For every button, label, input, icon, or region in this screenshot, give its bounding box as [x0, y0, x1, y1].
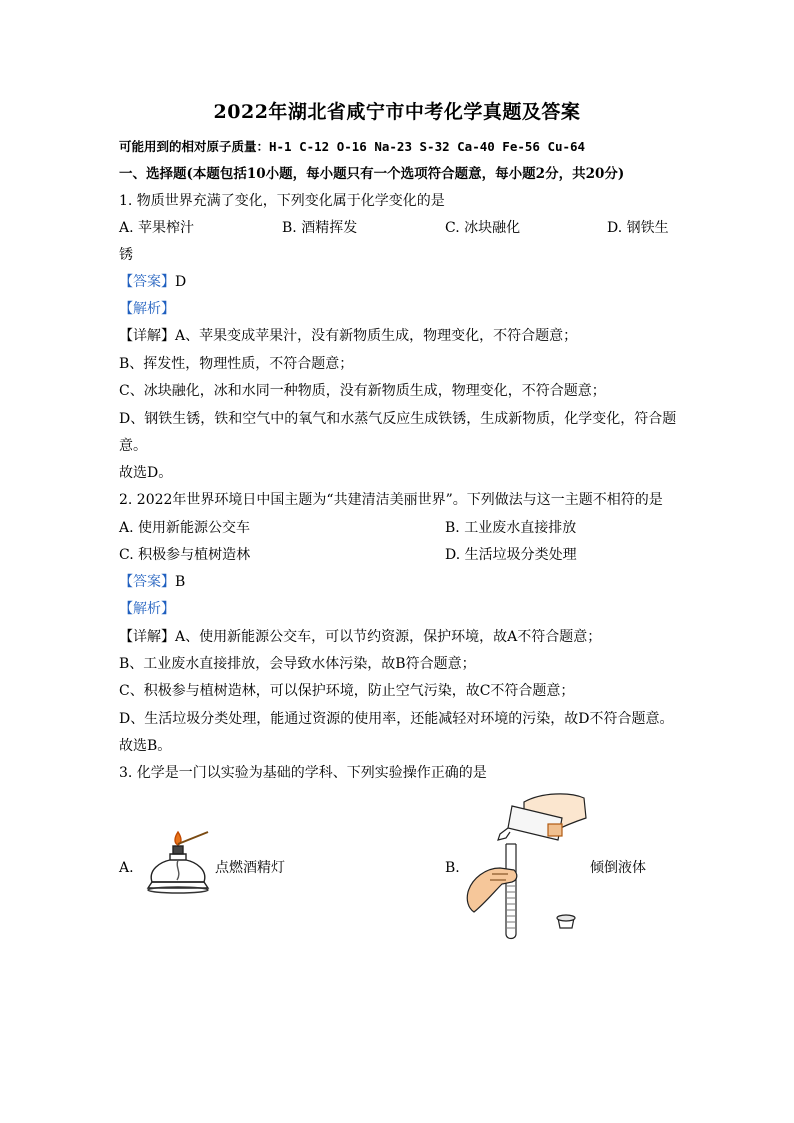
q2-conclusion: 故选B。: [119, 738, 172, 754]
pouring-liquid-figure: [462, 788, 592, 948]
q1-option-a: A. 苹果榨汁: [119, 220, 195, 236]
q2-detail-line: [119, 627, 601, 647]
answer-tag: 【答案】: [119, 574, 175, 590]
detail-tag: 【详解】: [119, 328, 175, 344]
page-title: 2022年湖北省咸宁市中考化学真题及答案: [213, 101, 581, 123]
q2-analysis-tag: 【解析】: [119, 601, 175, 617]
detail-tag: 【详解】: [119, 629, 175, 645]
q1-analysis-tag: 【解析】: [119, 301, 175, 317]
q1-option-d-wrap: 锈: [119, 247, 133, 263]
q1-detail-line: B、挥发性，物理性质，不符合题意；: [119, 356, 354, 372]
q3-option-b-letter: B.: [445, 860, 460, 876]
answer-tag: 【答案】: [119, 274, 175, 290]
q1-option-c: C. 冰块融化: [445, 220, 521, 236]
answer-value: B: [175, 574, 186, 590]
q1-detail-line: D、钢铁生锈，铁和空气中的氧气和水蒸气反应生成铁锈，生成新物质，化学变化，符合题: [119, 411, 677, 427]
q1-answer: [119, 272, 186, 292]
q1-stem: 1. 物质世界充满了变化，下列变化属于化学变化的是: [119, 193, 445, 209]
q1-option-b: B. 酒精挥发: [282, 220, 358, 236]
detail-text: A、使用新能源公交车，可以节约资源，保护环境，故A不符合题意；: [175, 629, 602, 645]
atomic-mass-line: 可能用到的相对原子质量：H-1 C-12 O-16 Na-23 S-32 Ca-40 Fe-56 Cu-64: [119, 139, 586, 154]
q3-option-a-text: 点燃酒精灯: [215, 860, 285, 876]
q2-stem: 2. 2022年世界环境日中国主题为“共建清洁美丽世界”。下列做法与这一主题不相符的是: [119, 492, 663, 508]
q1-option-d: D. 钢铁生: [607, 220, 669, 236]
q2-option-d: D. 生活垃圾分类处理: [445, 547, 577, 563]
section-heading: 一、选择题(本题包括10小题，每小题只有一个选项符合题意，每小题2分，共20分): [119, 166, 625, 182]
q1-detail-line: C、冰块融化，冰和水同一种物质，没有新物质生成，物理变化，不符合题意；: [119, 383, 606, 399]
q1-detail-line: [119, 326, 577, 346]
q2-answer: [119, 572, 185, 592]
q1-detail-line: 意。: [119, 438, 147, 454]
q2-option-a: A. 使用新能源公交车: [119, 520, 251, 536]
answer-value: D: [175, 274, 187, 290]
q3-stem: 3. 化学是一门以实验为基础的学科、下列实验操作正确的是: [119, 765, 487, 781]
q2-option-b: B. 工业废水直接排放: [445, 520, 577, 536]
q3-option-b-text: 倾倒液体: [590, 860, 646, 876]
q2-option-c: C. 积极参与植树造林: [119, 547, 251, 563]
q2-detail-line: C、积极参与植树造林，可以保护环境，防止空气污染，故C不符合题意；: [119, 683, 575, 699]
detail-text: A、苹果变成苹果汁，没有新物质生成，物理变化，不符合题意；: [175, 328, 578, 344]
q3-option-a-letter: A.: [119, 860, 134, 876]
q2-detail-line: B、工业废水直接排放，会导致水体污染，故B符合题意；: [119, 656, 476, 672]
alcohol-lamp-figure: [140, 830, 218, 902]
q2-detail-line: D、生活垃圾分类处理，能通过资源的使用率，还能减轻对环境的污染，故D不符合题意。: [119, 711, 674, 727]
q1-conclusion: 故选D。: [119, 465, 173, 481]
